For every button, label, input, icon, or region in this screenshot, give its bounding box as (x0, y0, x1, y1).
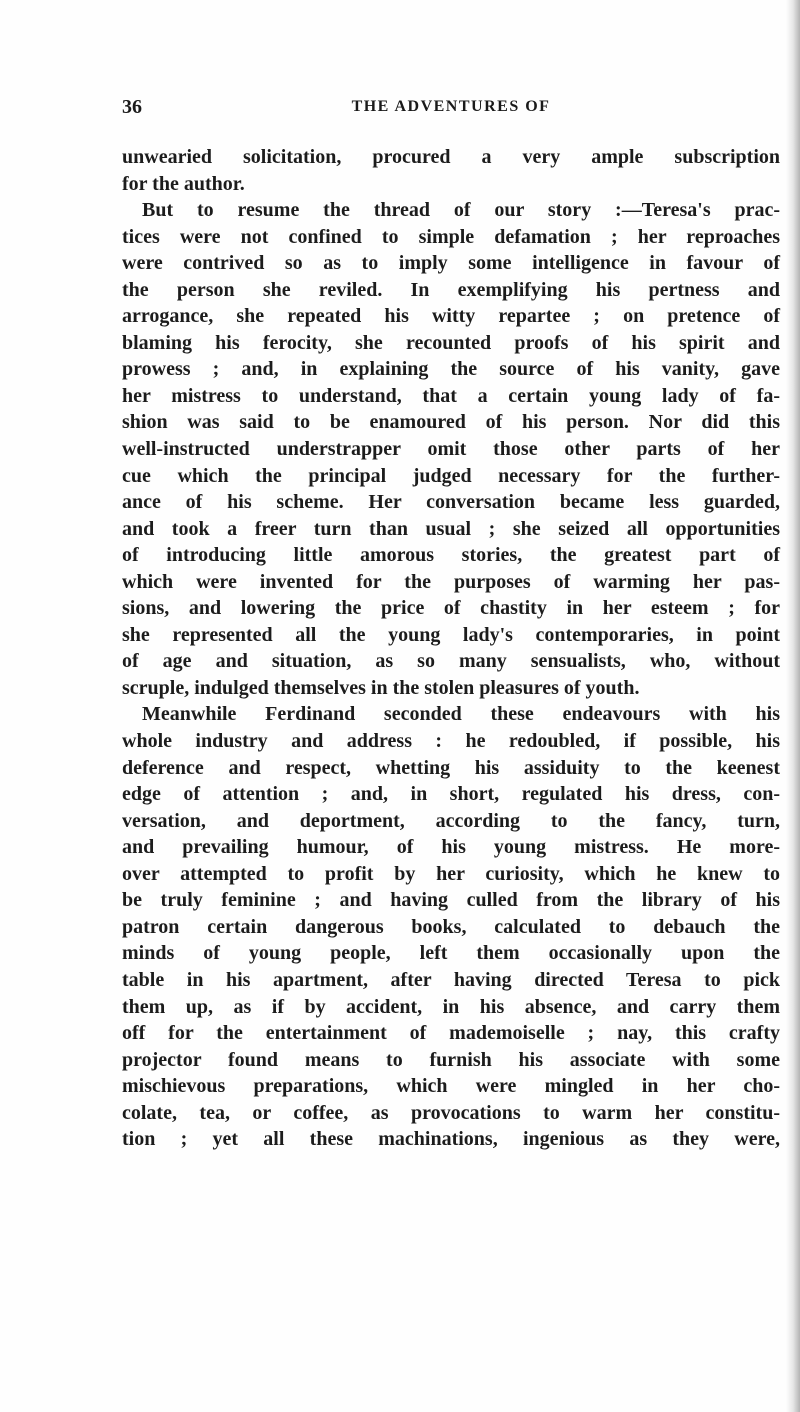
text-line: ance of his scheme. Her conversation became less guarded, (122, 491, 780, 514)
text-line: her mistress to understand, that a certain young lady of fa- (122, 384, 780, 407)
text-line: scruple, indulged themselves in the stolen pleasures of youth. (122, 676, 640, 699)
body-text (122, 144, 780, 1153)
text-line: be truly feminine ; and having culled from the library of his (122, 889, 780, 912)
text-line: edge of attention ; and, in short, regulated his dress, con- (122, 783, 780, 806)
text-line: of introducing little amorous stories, the greatest part of (122, 544, 780, 567)
text-line: were contrived so as to imply some intelligence in favour of (122, 252, 780, 275)
text-line: tices were not confined to simple defamation ; her reproaches (122, 225, 780, 248)
text-line: deference and respect, whetting his assiduity to the keenest (122, 756, 780, 779)
text-line: of age and situation, as so many sensualists, who, without (122, 650, 780, 673)
text-line: shion was said to be enamoured of his person. Nor did this (122, 411, 780, 434)
text-line: prowess ; and, in explaining the source of his vanity, gave (122, 358, 780, 381)
text-line: whole industry and address : he redoubled, if possible, his (122, 730, 780, 753)
running-head: THE ADVENTURES OF (351, 98, 551, 115)
page-header (122, 96, 780, 126)
text-line: colate, tea, or coffee, as provocations to warm her constitu- (122, 1101, 780, 1124)
text-line: and took a freer turn than usual ; she seized all opportunities (122, 517, 780, 540)
text-line: well-instructed understrapper omit those other parts of her (122, 438, 780, 461)
text-line: the person she reviled. In exemplifying his pertness and (122, 278, 780, 301)
text-line: off for the entertainment of mademoiselle ; nay, this crafty (122, 1022, 780, 1045)
text-line: blaming his ferocity, she recounted proofs of his spirit and (122, 331, 780, 354)
text-line: projector found means to furnish his associate with some (122, 1048, 780, 1071)
text-line: sions, and lowering the price of chastity in her esteem ; for (122, 597, 780, 620)
text-line: and prevailing humour, of his young mistress. He more- (122, 836, 780, 859)
text-line: But to resume the thread of our story :—Teresa's prac- (142, 199, 780, 222)
page-number: 36 (122, 96, 142, 118)
text-line: which were invented for the purposes of warming her pas- (122, 570, 780, 593)
text-line: patron certain dangerous books, calculated to debauch the (122, 915, 780, 938)
text-line: arrogance, she repeated his witty repartee ; on pretence of (122, 305, 780, 328)
text-line: she represented all the young lady's contemporaries, in point (122, 623, 780, 646)
text-line: table in his apartment, after having directed Teresa to pick (122, 968, 780, 991)
text-line: for the author. (122, 172, 245, 195)
text-line: cue which the principal judged necessary for the further- (122, 464, 780, 487)
text-line: Meanwhile Ferdinand seconded these endeavours with his (142, 703, 780, 726)
text-line: them up, as if by accident, in his absence, and carry them (122, 995, 780, 1018)
text-line: mischievous preparations, which were mingled in her cho- (122, 1075, 780, 1098)
text-line: unwearied solicitation, procured a very ample subscription (122, 146, 780, 168)
text-line: tion ; yet all these machinations, ingenious as they were, (122, 1128, 780, 1151)
text-line: minds of young people, left them occasionally upon the (122, 942, 780, 965)
text-line: over attempted to profit by her curiosity, which he knew to (122, 862, 780, 885)
text-line: versation, and deportment, according to the fancy, turn, (122, 809, 780, 832)
page-edge-shadow (786, 0, 800, 1412)
